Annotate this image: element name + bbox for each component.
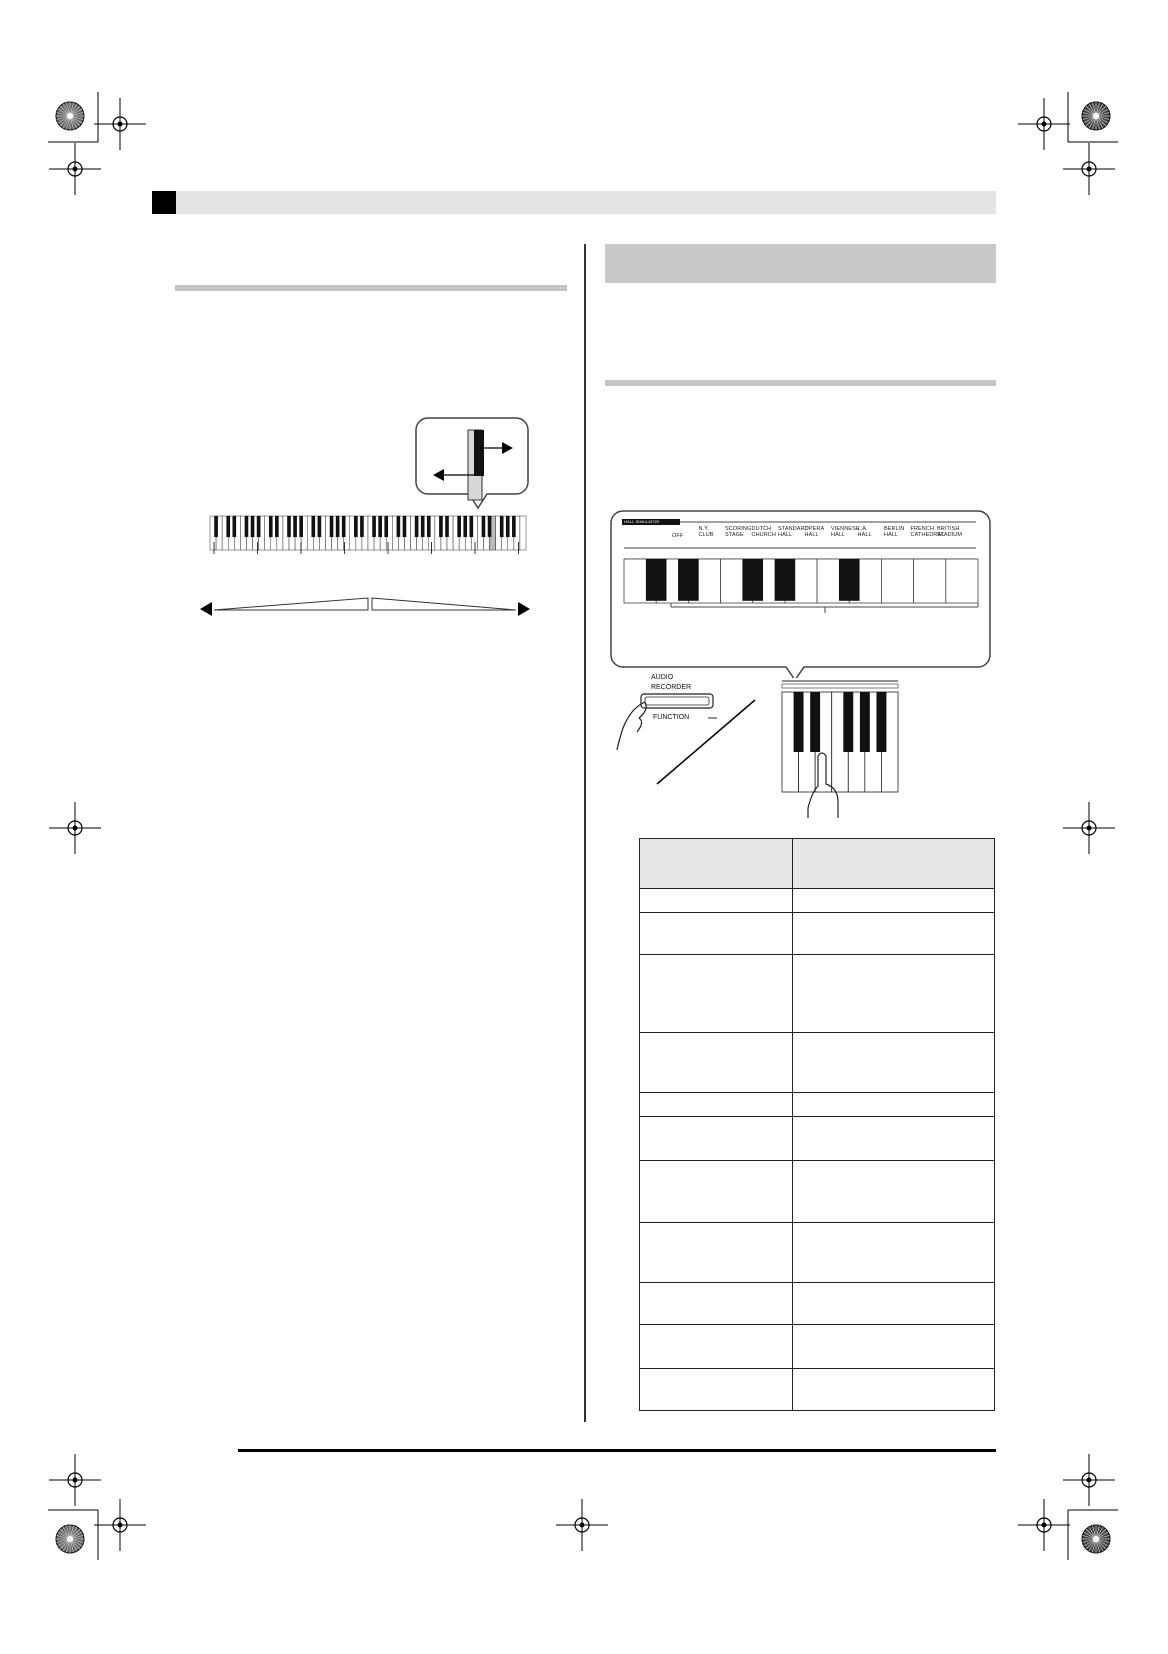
registration-mark-icon: [49, 143, 101, 195]
registration-mark-icon: [94, 1499, 146, 1551]
table-cell: [793, 1283, 995, 1325]
table-header-cell: [793, 839, 995, 889]
color-target-icon: [56, 102, 84, 130]
table-cell: [640, 1369, 793, 1411]
keyboard-split-illustration: [200, 412, 540, 622]
table-cell: [640, 1325, 793, 1369]
hall-type-label: FRENCH CATHEDRAL: [910, 526, 945, 538]
hall-type-label: BRITISH STADIUM: [937, 526, 963, 538]
table-header-cell: [640, 839, 793, 889]
table-cell: [793, 889, 995, 913]
table-row: [640, 1325, 995, 1369]
table-cell: [640, 1093, 793, 1117]
recorder-label: RECORDER: [651, 684, 692, 691]
registration-mark-icon: [49, 802, 101, 854]
table-row: [640, 1283, 995, 1325]
color-target-icon: [1082, 1525, 1110, 1553]
table-row: [640, 1093, 995, 1117]
table-row: [640, 913, 995, 955]
table-cell: [640, 1223, 793, 1283]
hall-simulator-badge-label: HALL SIMULATOR: [624, 519, 660, 524]
hall-table: [639, 838, 995, 1411]
hall-type-label: STANDARD HALL: [778, 526, 809, 538]
audio-label: AUDIO: [651, 674, 674, 681]
hall-type-label: BERLIN HALL: [884, 526, 905, 538]
hall-type-label: L.A. HALL: [857, 526, 872, 538]
table-cell: [793, 955, 995, 1033]
hall-type-label: SCORING STAGE: [725, 526, 752, 538]
registration-mark-icon: [556, 1499, 608, 1551]
table-row: [640, 955, 995, 1033]
registration-mark-icon: [1063, 802, 1115, 854]
arrow-left-icon: [200, 602, 212, 616]
subsection-rule-right: [605, 380, 996, 386]
table-cell: [640, 1161, 793, 1223]
table-cell: [793, 1369, 995, 1411]
arrow-right-icon: [518, 602, 530, 616]
hall-type-label: DUTCH CHURCH: [751, 526, 776, 538]
column-divider: [584, 244, 586, 1422]
table-row: [640, 1223, 995, 1283]
table-row: [640, 889, 995, 913]
table-cell: [793, 1161, 995, 1223]
registration-mark-icon: [1063, 143, 1115, 195]
table-cell: [640, 889, 793, 913]
color-target-icon: [56, 1525, 84, 1553]
registration-mark-icon: [49, 1454, 101, 1506]
hall-type-label: VIENNESE HALL: [831, 526, 860, 538]
function-button[interactable]: [641, 694, 713, 708]
hall-type-label: OPERA HALL: [804, 526, 825, 538]
header-bar: [152, 191, 996, 214]
subsection-rule-left: [175, 285, 567, 291]
header-square: [152, 191, 176, 214]
table-cell: [793, 1117, 995, 1161]
hall-type-label: N.Y. CLUB: [698, 526, 714, 538]
hand-icon: [617, 702, 646, 750]
table-cell: [640, 913, 793, 955]
registration-mark-icon: [94, 98, 146, 150]
function-label: FUNCTION: [653, 714, 690, 721]
hall-type-label: OFF: [672, 533, 684, 539]
mini-keyboard-illustration: [780, 678, 900, 818]
table-row: [640, 1117, 995, 1161]
table-row: [640, 1369, 995, 1411]
table-cell: [793, 1325, 995, 1369]
table-cell: [793, 1033, 995, 1093]
piano-keyboard: [210, 516, 526, 554]
table-cell: [640, 955, 793, 1033]
table-row: [640, 1033, 995, 1093]
table-row: [640, 1161, 995, 1223]
table-cell: [793, 913, 995, 955]
section-heading-bar: [605, 244, 996, 283]
registration-mark-icon: [1063, 1454, 1115, 1506]
table-cell: [793, 1223, 995, 1283]
table-cell: [640, 1117, 793, 1161]
registration-mark-icon: [1018, 98, 1070, 150]
function-button-illustration: [605, 690, 765, 790]
footer-rule: [238, 1449, 996, 1452]
table-cell: [793, 1093, 995, 1117]
color-target-icon: [1082, 102, 1110, 130]
registration-mark-icon: [1018, 1499, 1070, 1551]
table-cell: [640, 1283, 793, 1325]
table-cell: [640, 1033, 793, 1093]
